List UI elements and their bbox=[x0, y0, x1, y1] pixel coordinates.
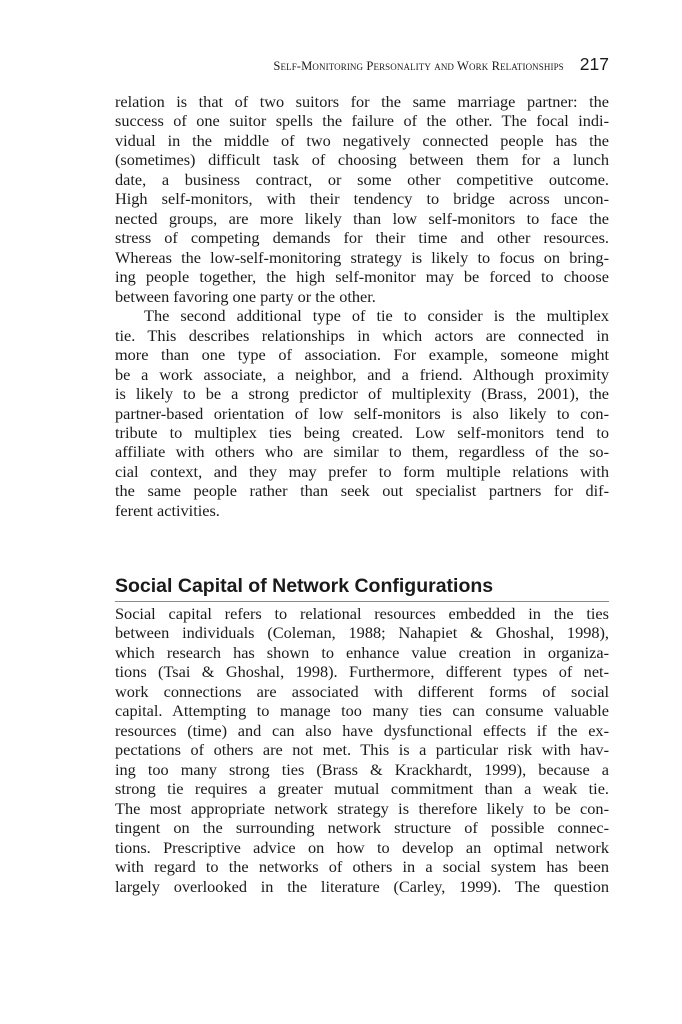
text-line: stress of competing demands for their time and other resources. bbox=[115, 228, 609, 248]
text-line: success of one suitor spells the failure of the other. The focal indi- bbox=[115, 111, 609, 131]
body-text-top bbox=[115, 92, 609, 520]
text-line: tingent on the surrounding network structure of possible connec- bbox=[115, 818, 609, 838]
text-line: strong tie requires a greater mutual commitment than a weak tie. bbox=[115, 779, 609, 799]
text-line: ing people together, the high self-monitor may be forced to choose bbox=[115, 267, 609, 287]
section-rule bbox=[115, 601, 609, 602]
body-text-bottom bbox=[115, 604, 609, 896]
text-line: cial context, and they may prefer to form multiple relations with bbox=[115, 461, 609, 481]
text-line: largely overlooked in the literature (Carley, 1999). The question bbox=[115, 876, 609, 896]
text-line: pectations of others are not met. This is a particular risk with hav- bbox=[115, 740, 609, 760]
text-line: Social capital refers to relational resources embedded in the ties bbox=[115, 604, 609, 623]
text-line: between individuals (Coleman, 1988; Nahapiet & Ghoshal, 1998), bbox=[115, 623, 609, 643]
text-line: tions. Prescriptive advice on how to develop an optimal network bbox=[115, 837, 609, 857]
text-line: capital. Attempting to manage too many ties can consume valuable bbox=[115, 701, 609, 721]
text-line: relation is that of two suitors for the same marriage partner: the bbox=[115, 92, 609, 111]
text-line: be a work associate, a neighbor, and a friend. Although proximity bbox=[115, 364, 609, 384]
text-line: between favoring one party or the other. bbox=[115, 286, 376, 306]
running-header bbox=[273, 54, 609, 75]
text-line: with regard to the networks of others in a social system has been bbox=[115, 857, 609, 877]
text-line: resources (time) and can also have dysfunctional effects if the ex- bbox=[115, 720, 609, 740]
section-heading: Social Capital of Network Configurations bbox=[115, 575, 494, 597]
text-line: ing too many strong ties (Brass & Krackhardt, 1999), because a bbox=[115, 759, 609, 779]
page-number: 217 bbox=[579, 54, 609, 74]
text-line: ferent activities. bbox=[115, 500, 220, 520]
text-line: affiliate with others who are similar to them, regardless of the so- bbox=[115, 442, 609, 462]
text-line: The most appropriate network strategy is therefore likely to be con- bbox=[115, 798, 609, 818]
paragraph-suitors bbox=[115, 92, 609, 306]
text-line: vidual in the middle of two negatively connected people has the bbox=[115, 130, 609, 150]
text-line: The second additional type of tie to consider is the multiplex bbox=[144, 306, 609, 326]
text-line: more than one type of association. For example, someone might bbox=[115, 345, 609, 365]
text-line: tie. This describes relationships in which actors are connected in bbox=[115, 325, 609, 345]
running-title: Self-Monitoring Personality and Work Relationships bbox=[273, 59, 564, 73]
text-line: High self-monitors, with their tendency to bridge across uncon- bbox=[115, 189, 609, 209]
text-line: Whereas the low-self-monitoring strategy is likely to focus on bring- bbox=[115, 247, 609, 267]
text-line: tribute to multiplex ties being created. Low self-monitors tend to bbox=[115, 422, 609, 442]
text-line: date, a business contract, or some other competitive outcome. bbox=[115, 169, 609, 189]
text-line: (sometimes) difficult task of choosing between them for a lunch bbox=[115, 150, 609, 170]
paragraph-multiplex bbox=[115, 306, 609, 520]
text-line: which research has shown to enhance value creation in organiza- bbox=[115, 642, 609, 662]
text-line: the same people rather than seek out specialist partners for dif- bbox=[115, 481, 609, 501]
text-line: tions (Tsai & Ghoshal, 1998). Furthermore, different types of net- bbox=[115, 662, 609, 682]
text-line: work connections are associated with different forms of social bbox=[115, 681, 609, 701]
text-line: nected groups, are more likely than low self-monitors to face the bbox=[115, 208, 609, 228]
paragraph-social-capital bbox=[115, 604, 609, 896]
text-line: partner-based orientation of low self-monitors is also likely to con- bbox=[115, 403, 609, 423]
text-line: is likely to be a strong predictor of multiplexity (Brass, 2001), the bbox=[115, 384, 609, 404]
